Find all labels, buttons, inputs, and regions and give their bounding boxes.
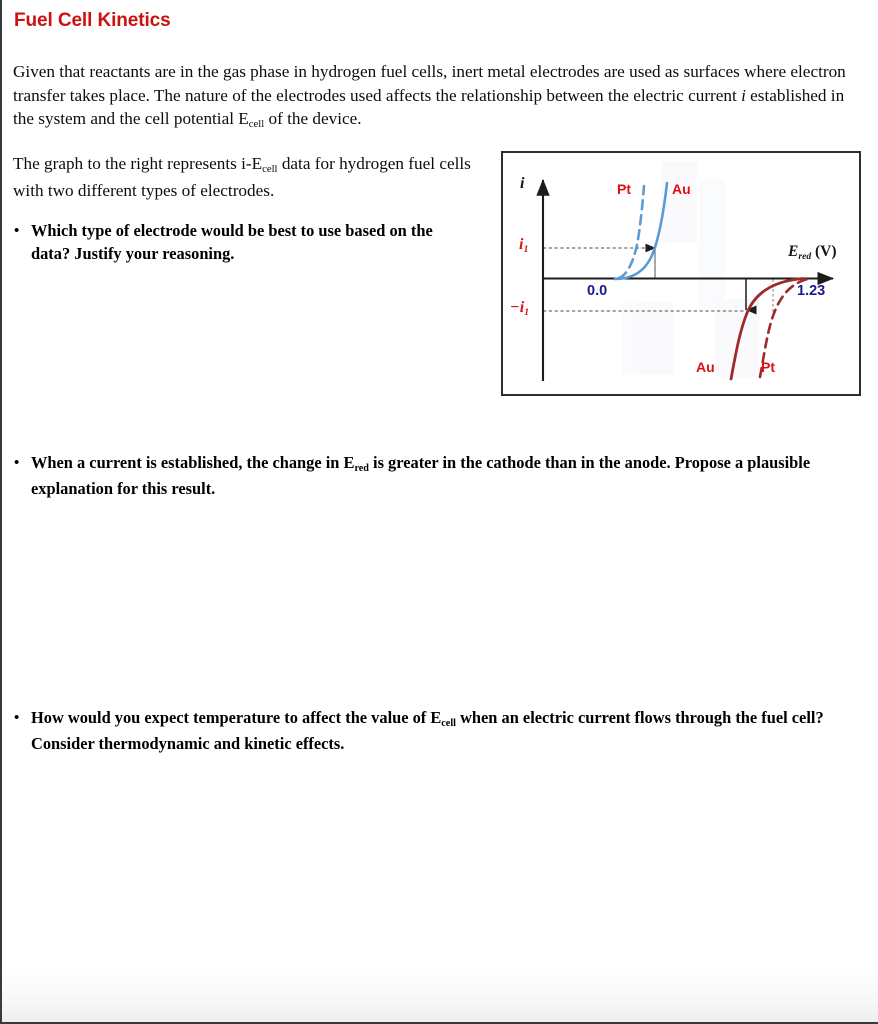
page-footer-strip (2, 967, 878, 1022)
polarization-curve-figure (501, 151, 861, 396)
page-left-edge (0, 0, 2, 1024)
y-tick-i1-subscript: 1 (523, 244, 529, 256)
bullet-3-part2: when an electric current flows through the fuel cell? Consider thermodynamic and kinetic effects. (31, 708, 824, 753)
x-axis-label-unit: (V) (811, 243, 837, 260)
chart-svg (503, 153, 859, 394)
bullet-2-part2: is greater in the cathode than in the anode. Propose a plausible explanation for this result. (31, 453, 811, 498)
curve-label-au-cathodic: Au (696, 359, 715, 375)
x-axis-label-subscript: red (798, 251, 812, 263)
graph-intro-paragraph (13, 152, 493, 202)
curve-pt-cathodic (760, 279, 808, 377)
bullet-3-subscript-cell: cell (441, 718, 456, 730)
graph-intro-subscript-cell: cell (262, 164, 278, 176)
question-bullet-2-text (31, 452, 872, 500)
question-bullet-2 (0, 452, 872, 500)
bullet-2-part1: When a current is established, the change in E (31, 453, 355, 472)
bullet-marker: • (14, 223, 20, 239)
y-tick-i1-symbol: i (519, 236, 524, 253)
page-title: Fuel Cell Kinetics (14, 10, 171, 31)
intro-italic-i: i (741, 85, 746, 105)
curve-label-pt-cathodic: Pt (761, 359, 775, 375)
x-tick-label-equilibrium: 1.23 (797, 283, 826, 299)
bullet-1-part1: Which type of electrode would be best to use based on the data? Justify your reasoning. (31, 221, 433, 263)
question-bullet-3 (0, 707, 872, 755)
y-tick-neg-i1-symbol: −i (510, 299, 525, 316)
curve-label-au-anodic: Au (672, 181, 691, 197)
question-bullet-1-text (31, 220, 470, 268)
x-tick-label-zero: 0.0 (587, 283, 608, 299)
y-axis-label: i (520, 175, 525, 192)
bullet-2-subscript-red: red (354, 463, 369, 475)
graph-intro-part1: The graph to the right represents i-E (13, 154, 263, 173)
y-tick-neg-i1-subscript: 1 (524, 307, 530, 319)
intro-paragraph (13, 60, 865, 134)
x-axis-label-symbol: E (788, 243, 799, 260)
bullet-3-part1: How would you expect temperature to affect the value of E (31, 708, 442, 727)
curve-au-anodic (615, 183, 667, 279)
intro-subscript-cell: cell (248, 119, 265, 131)
curve-label-pt-anodic: Pt (617, 181, 631, 197)
question-bullet-3-text (31, 707, 872, 755)
intro-text-part2: established in the system and the cell potential E (13, 85, 845, 128)
curve-pt-anodic (619, 186, 644, 278)
bullet-marker: • (14, 455, 20, 471)
intro-text-part3: of the device. (264, 109, 362, 128)
intro-text-part1: Given that reactants are in the gas phase in hydrogen fuel cells, inert metal electrodes are used as surfaces where electron transfer takes place. The nature of the electrodes used affects the relationship between the electric current (13, 62, 846, 105)
graph-intro-part2: data for hydrogen fuel cells with two different types of electrodes. (13, 154, 471, 200)
question-bullet-1 (0, 220, 470, 268)
bullet-marker: • (14, 710, 20, 726)
